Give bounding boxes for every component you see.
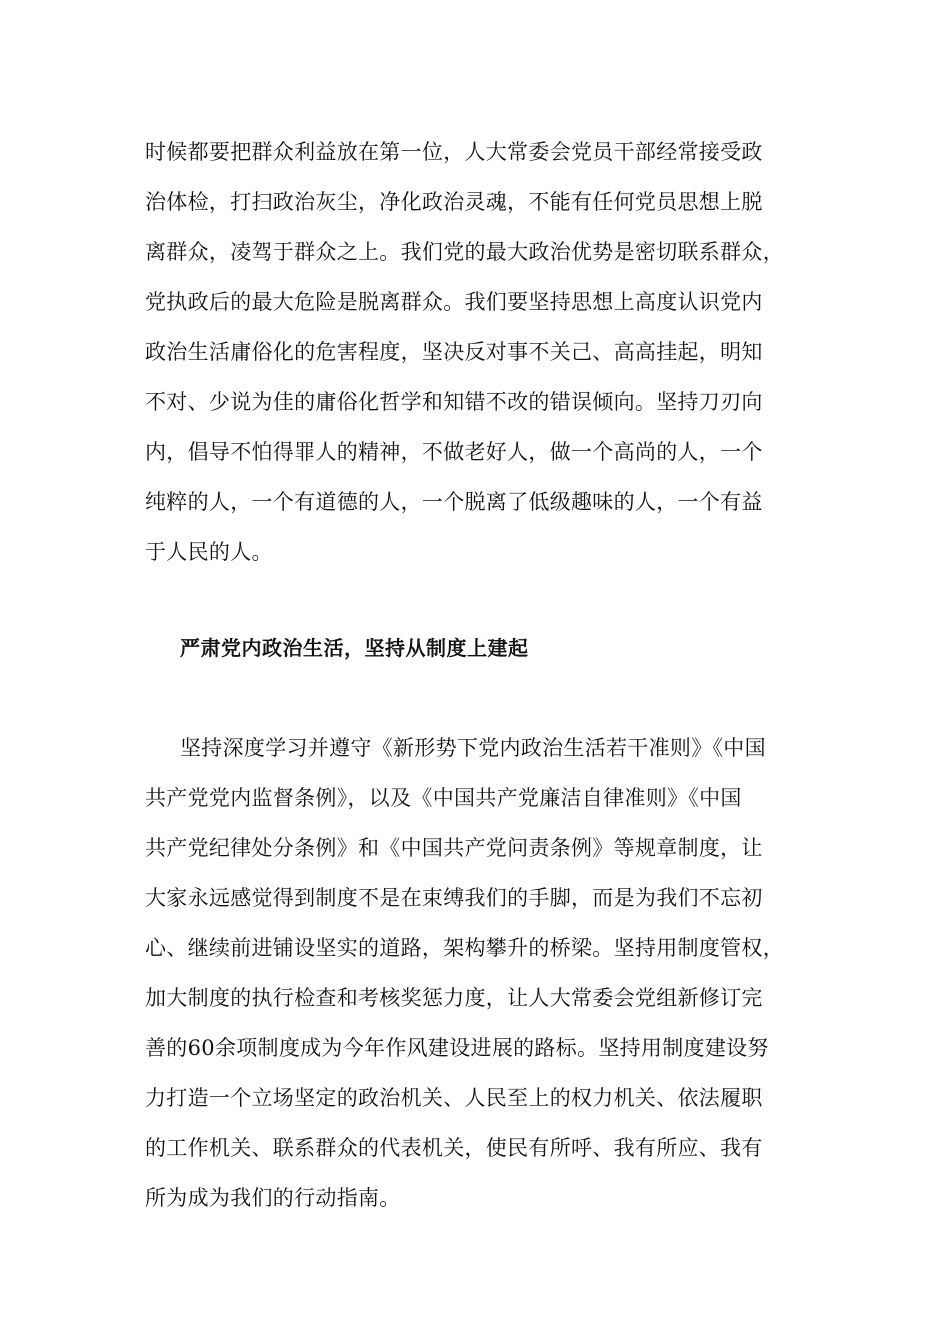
paragraph-line: 离群众，凌驾于群众之上。我们党的最大政治优势是密切联系群众，: [145, 240, 784, 264]
paragraph-line: 加大制度的执行检查和考核奖惩力度，让人大常委会党组新修订完: [145, 986, 763, 1010]
paragraph-line: 善的60余项制度成为今年作风建设进展的路标。坚持用制度建设努: [145, 1036, 769, 1060]
paragraph-line: 共产党纪律处分条例》和《中国共产党问责条例》等规章制度，让: [145, 836, 763, 860]
paragraph-line: 坚持深度学习并遵守《新形势下党内政治生活若干准则》《中国: [180, 736, 766, 760]
paragraph-line: 共产党党内监督条例》，以及《中国共产党廉洁自律准则》《中国: [145, 786, 742, 810]
section-heading: 严肃党内政治生活，坚持从制度上建起: [180, 636, 529, 660]
paragraph-line: 心、继续前进铺设坚实的道路，架构攀升的桥梁。坚持用制度管权，: [145, 936, 784, 960]
paragraph-line: 的工作机关、联系群众的代表机关，使民有所呼、我有所应、我有: [145, 1136, 763, 1160]
paragraph-line: 时候都要把群众利益放在第一位，人大常委会党员干部经常接受政: [145, 140, 763, 164]
paragraph-line: 政治生活庸俗化的危害程度，坚决反对事不关己、高高挂起，明知: [145, 340, 763, 364]
paragraph-line: 于人民的人。: [145, 540, 273, 564]
paragraph-line: 力打造一个立场坚定的政治机关、人民至上的权力机关、依法履职: [145, 1086, 763, 1110]
paragraph-line: 纯粹的人，一个有道德的人，一个脱离了低级趣味的人，一个有益: [145, 490, 763, 514]
paragraph-line: 所为成为我们的行动指南。: [145, 1186, 401, 1210]
paragraph-line: 党执政后的最大危险是脱离群众。我们要坚持思想上高度认识党内: [145, 290, 763, 314]
paragraph-line: 大家永远感觉得到制度不是在束缚我们的手脚，而是为我们不忘初: [145, 886, 763, 910]
paragraph-line: 治体检，打扫政治灰尘，净化政治灵魂，不能有任何党员思想上脱: [145, 190, 763, 214]
paragraph-line: 不对、少说为佳的庸俗化哲学和知错不改的错误倾向。坚持刀刃向: [145, 390, 763, 414]
paragraph-line: 内，倡导不怕得罪人的精神，不做老好人，做一个高尚的人，一个: [145, 440, 763, 464]
